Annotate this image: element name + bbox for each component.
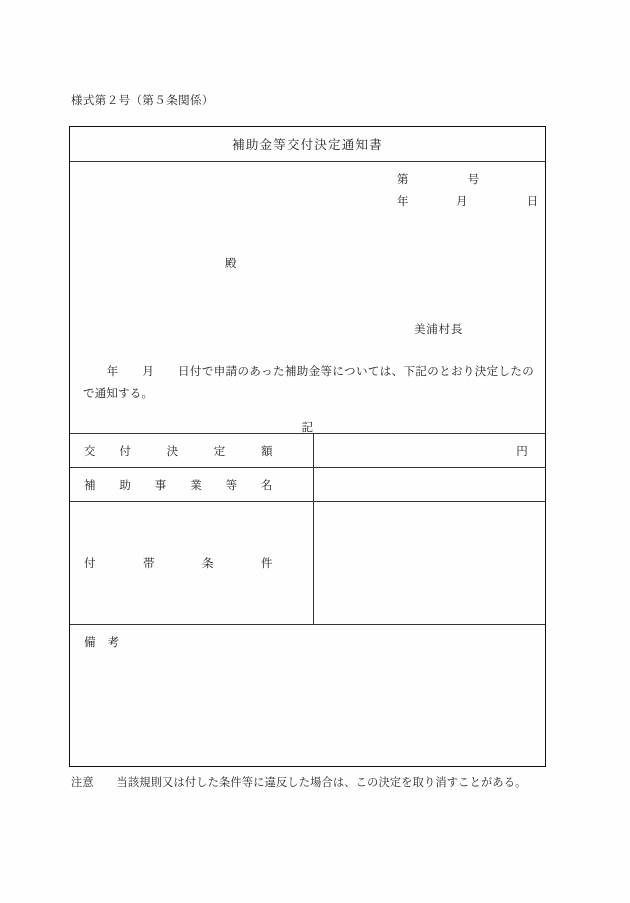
form-title-band xyxy=(70,127,545,162)
document-number-field: 第 号 xyxy=(397,172,480,186)
entry-grid xyxy=(70,433,545,766)
table-row xyxy=(70,501,545,624)
addressee-honorific: 殿 xyxy=(225,256,237,270)
project-name-value-cell[interactable] xyxy=(314,468,545,501)
form-number-label: 様式第２号（第５条関係） xyxy=(71,93,214,107)
conditions-label-cell xyxy=(70,502,314,624)
caution-footnote: 注意 当該規則又は付した条件等に違反した場合は、この決定を取り消すことがある。 xyxy=(71,776,527,789)
project-name-label-cell xyxy=(70,468,314,501)
grant-amount-label-cell xyxy=(70,434,314,467)
notification-form-table xyxy=(69,126,546,767)
ki-marker: 記 xyxy=(301,420,314,434)
currency-unit-label: 円 xyxy=(516,443,528,458)
form-header-region xyxy=(70,162,545,433)
document-date-field: 年 月 日 xyxy=(397,194,539,208)
table-row[interactable] xyxy=(70,624,545,767)
table-row xyxy=(70,467,545,501)
conditions-label: 付 帯 条 件 xyxy=(84,556,273,570)
remarks-label: 備 考 xyxy=(84,635,120,649)
conditions-value-cell[interactable] xyxy=(314,502,545,624)
project-name-label: 補 助 事 業 等 名 xyxy=(84,477,273,492)
body-paragraph: 年 月 日付で申請のあった補助金等については、下記のとおり決定したので通知する。 xyxy=(83,364,534,400)
issuer-name: 美浦村長 xyxy=(414,322,464,336)
table-row xyxy=(70,433,545,467)
page-title: 補助金等交付決定通知書 xyxy=(232,137,383,152)
grant-amount-value-cell[interactable] xyxy=(314,434,545,467)
grant-amount-label: 交 付 決 定 額 xyxy=(84,443,273,458)
